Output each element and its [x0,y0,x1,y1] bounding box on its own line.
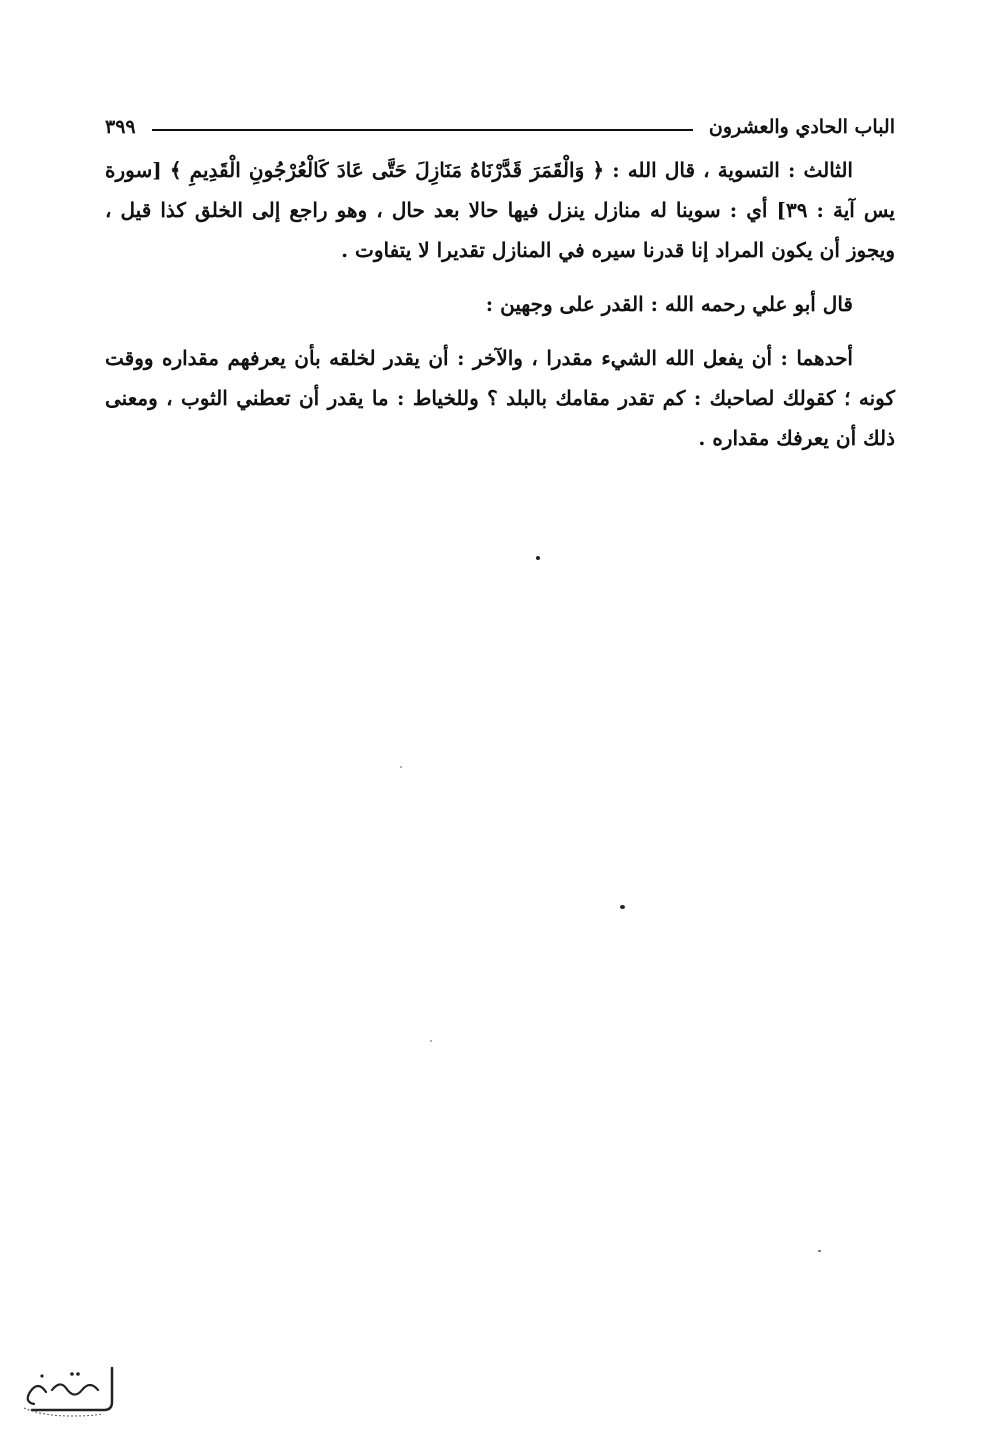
quran-verse: ﴿ وَالْقَمَرَ قَدَّرْنَاهُ مَنَازِلَ حَتَّى عَادَ كَالْعُرْجُونِ الْقَدِيمِ ﴾ [169,158,605,182]
paragraph-2 [105,284,895,324]
paragraph-2-text: قال أبو علي رحمه الله : القدر على وجهين : [485,292,853,316]
page-number: ٣٩٩ [105,116,136,138]
paragraph-3 [105,338,895,458]
paragraph-1-commentary: [سورة يس آية : ٣٩] أي : سوينا له منازل ينزل فيها حالا بعد حال ، وهو راجع إلى الخلق كذا قيل ، ويجوز أن يكون المراد إنا قدرنا سيره في المنازل تقديرا لا يتفاوت . [105,158,895,262]
scan-speck [536,556,540,560]
scan-speck [818,1250,821,1252]
chapter-title: الباب الحادي والعشرون [708,116,895,138]
scan-speck [620,905,625,909]
paragraph-1-intro: الثالث : التسوية ، قال الله : [604,158,853,182]
scan-speck [430,1040,432,1042]
almoshkat-calligraphy-logo-icon [12,1362,120,1422]
scan-speck [400,766,402,768]
paragraph-1 [105,150,895,270]
paragraph-3-text: أحدهما : أن يفعل الله الشيء مقدرا ، والآخر : أن يقدر لخلقه بأن يعرفهم مقداره ووقت كونه ؛ كقولك لصاحبك : كم تقدر مقامك بالبلد ؟ وللخياط : ما يقدر أن تعطني الثوب ، ومعنى ذلك أن يعرفك مقداره . [105,346,896,450]
header-rule [152,129,693,131]
running-header [105,112,895,142]
body-text [105,150,895,458]
